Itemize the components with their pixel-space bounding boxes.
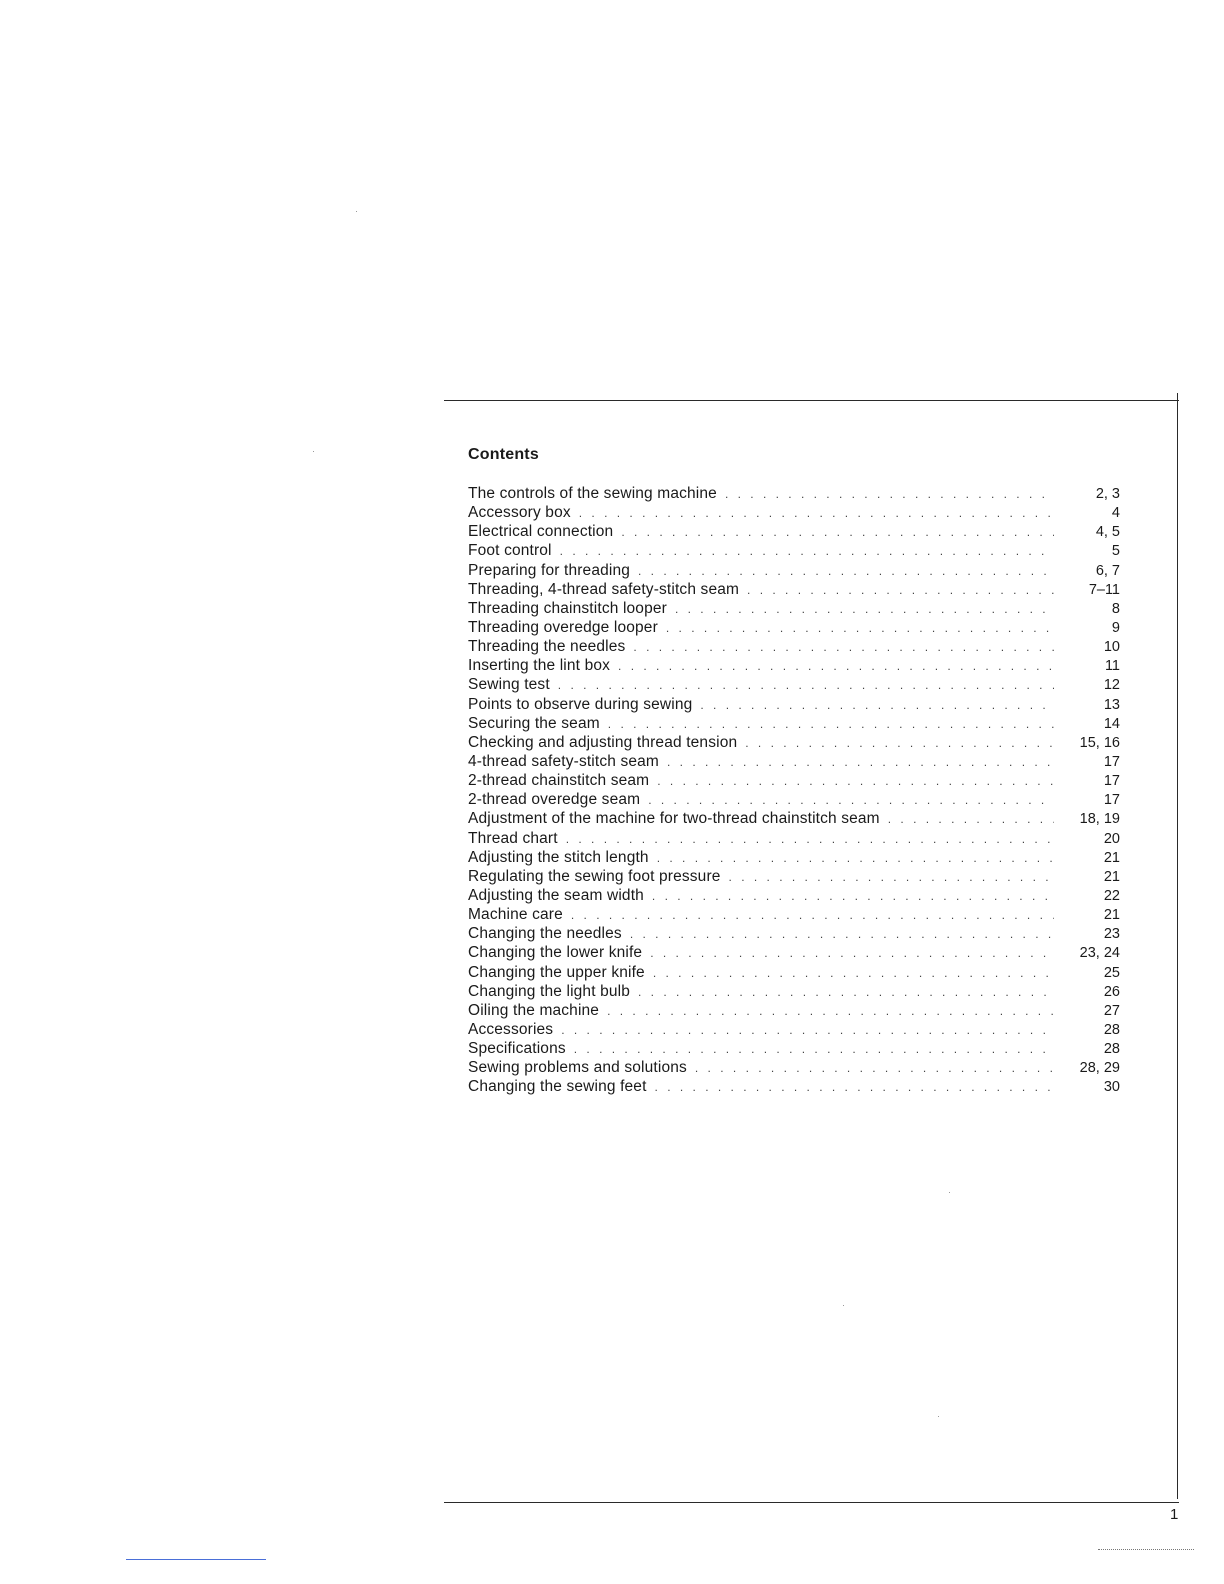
toc-entry-page: 5 [1111, 543, 1120, 560]
toc-entry [468, 714, 1120, 733]
toc-entry-label: Thread chart [468, 829, 558, 847]
toc-leader-dots [745, 734, 1054, 753]
toc-entry [468, 599, 1120, 618]
toc-entry-page: 10 [1103, 639, 1120, 656]
toc-entry-page: 4 [1111, 505, 1120, 522]
toc-entry-page: 17 [1103, 792, 1120, 809]
toc-entry-page: 23 [1103, 926, 1120, 943]
frame-top-rule [444, 400, 1179, 401]
toc-entry [468, 1039, 1120, 1058]
toc-leader-dots [695, 1059, 1054, 1078]
toc-entry-label: The controls of the sewing machine [468, 485, 717, 502]
toc-entry-page: 2, 3 [1095, 486, 1120, 502]
toc-entry-page: 8 [1111, 600, 1120, 617]
toc-entry-label: Adjusting the seam width [468, 886, 644, 904]
toc-entry [468, 522, 1120, 541]
toc-entry-page: 28, 29 [1079, 1060, 1120, 1077]
toc-entry [468, 503, 1120, 522]
toc-leader-dots [667, 753, 1054, 772]
toc-entry-label: Checking and adjusting thread tension [468, 733, 738, 751]
toc-leader-dots [571, 906, 1054, 925]
toc-entry-page: 21 [1103, 849, 1120, 866]
toc-leader-dots [574, 1040, 1054, 1059]
toc-leader-dots [558, 676, 1054, 695]
toc-leader-dots [579, 504, 1054, 523]
toc-entry [468, 867, 1120, 886]
toc-entry-page: 14 [1103, 715, 1120, 732]
toc-entry [468, 829, 1120, 848]
toc-leader-dots [653, 964, 1054, 983]
scan-speck [843, 1305, 844, 1306]
toc-leader-dots [561, 1021, 1054, 1040]
toc-entry-page: 28 [1103, 1021, 1120, 1038]
toc-entry-page: 4, 5 [1095, 524, 1120, 541]
toc-entry-label: Accessory box [468, 504, 571, 522]
toc-entry-page: 21 [1103, 907, 1120, 924]
toc-entry-page: 22 [1103, 887, 1120, 904]
toc-leader-dots [630, 925, 1054, 944]
contents-heading: Contents [468, 446, 539, 463]
toc-entry-label: Electrical connection [468, 523, 614, 541]
toc-entry [468, 924, 1120, 943]
toc-entry [468, 982, 1120, 1001]
toc-entry-label: Oiling the machine [468, 1001, 600, 1019]
toc-entry-label: Changing the light bulb [468, 982, 631, 1000]
toc-leader-dots [648, 791, 1054, 810]
toc-entry-page: 26 [1103, 983, 1120, 1000]
toc-leader-dots [618, 657, 1054, 676]
blue-rule [126, 1559, 266, 1560]
toc-entry [468, 752, 1120, 771]
toc-entry [468, 1001, 1120, 1020]
toc-entry [468, 580, 1120, 599]
toc-entry-page: 18, 19 [1079, 811, 1120, 828]
toc-entry [468, 905, 1120, 924]
toc-leader-dots [638, 562, 1054, 581]
toc-leader-dots [655, 1078, 1054, 1097]
toc-entry [468, 695, 1120, 714]
toc-entry-page: 30 [1103, 1079, 1120, 1096]
toc-entry [468, 733, 1120, 752]
toc-leader-dots [566, 830, 1054, 849]
toc-entry-label: Adjusting the stitch length [468, 848, 649, 866]
toc-entry-page: 12 [1103, 677, 1120, 694]
toc-leader-dots [607, 1002, 1054, 1021]
page-number: 1 [1170, 1506, 1179, 1523]
toc-entry-label: 2-thread overedge seam [468, 791, 641, 809]
toc-entry-page: 21 [1103, 868, 1120, 885]
toc-entry-page: 28 [1103, 1041, 1120, 1058]
toc-entry-label: Changing the lower knife [468, 944, 643, 962]
toc-entry [468, 618, 1120, 637]
toc-entry-page: 27 [1103, 1002, 1120, 1019]
toc-leader-dots [657, 849, 1054, 868]
toc-leader-dots [700, 696, 1054, 715]
toc-leader-dots [608, 715, 1054, 734]
toc-entry [468, 561, 1120, 580]
toc-entry [468, 484, 1120, 503]
toc-entry-label: Changing the upper knife [468, 963, 645, 981]
toc-entry [468, 637, 1120, 656]
toc-leader-dots [638, 983, 1054, 1002]
toc-entry-page: 13 [1103, 696, 1120, 713]
toc-entry-page: 23, 24 [1079, 945, 1120, 962]
toc-entry-label: Regulating the sewing foot pressure [468, 867, 721, 885]
toc-leader-dots [729, 868, 1054, 887]
toc-entry-page: 17 [1103, 773, 1120, 790]
toc-leader-dots [621, 523, 1054, 542]
toc-entry [468, 886, 1120, 905]
toc-entry [468, 1020, 1120, 1039]
toc-entry-page: 11 [1104, 658, 1120, 675]
toc-entry-page: 17 [1103, 753, 1120, 770]
toc-entry-label: Threading the needles [468, 638, 626, 656]
toc-entry-label: Preparing for threading [468, 561, 630, 579]
toc-entry [468, 848, 1120, 867]
toc-entry-label: Threading overedge looper [468, 618, 658, 636]
toc-entry [468, 771, 1120, 790]
toc-leader-dots [666, 619, 1054, 638]
toc-entry-label: 4-thread safety-stitch seam [468, 752, 659, 770]
scan-speck [949, 1192, 950, 1193]
toc-entry-label: Adjustment of the machine for two-thread chainstitch seam [468, 810, 880, 828]
toc-entry [468, 1077, 1120, 1096]
toc-leader-dots [888, 810, 1054, 829]
toc-entry-label: Changing the sewing feet [468, 1078, 647, 1096]
toc-entry [468, 1058, 1120, 1077]
toc-entry-label: Securing the seam [468, 714, 600, 732]
toc-leader-dots [725, 485, 1054, 504]
toc-leader-dots [657, 772, 1054, 791]
dotted-rule [1098, 1549, 1194, 1550]
toc-entry-label: Threading chainstitch looper [468, 599, 667, 617]
toc-entry-page: 20 [1103, 830, 1120, 847]
toc-entry [468, 809, 1120, 828]
toc-entry-label: Points to observe during sewing [468, 695, 693, 713]
toc-entry-label: Changing the needles [468, 925, 622, 943]
toc-entry [468, 790, 1120, 809]
toc-leader-dots [652, 887, 1054, 906]
toc-entry-label: Machine care [468, 906, 563, 924]
toc-leader-dots [675, 600, 1054, 619]
toc-entry-page: 9 [1111, 619, 1120, 636]
toc-entry-label: Sewing problems and solutions [468, 1059, 687, 1077]
toc-entry-label: 2-thread chainstitch seam [468, 772, 650, 790]
toc-entry-label: Specifications [468, 1040, 566, 1058]
frame-bottom-rule [444, 1502, 1179, 1503]
scan-speck [313, 451, 314, 452]
toc-leader-dots [560, 542, 1054, 561]
toc-entry-page: 7–11 [1088, 581, 1120, 598]
frame-right-rule [1177, 393, 1178, 1499]
scan-speck [356, 211, 357, 212]
toc-leader-dots [633, 638, 1054, 657]
toc-entry-label: Accessories [468, 1020, 554, 1038]
toc-entry-label: Inserting the lint box [468, 657, 611, 675]
toc-entry [468, 656, 1120, 675]
toc-leader-dots [747, 581, 1054, 600]
toc-entry [468, 943, 1120, 962]
toc-entry-label: Sewing test [468, 676, 550, 694]
toc-entry [468, 541, 1120, 560]
scan-speck [938, 1416, 939, 1417]
toc-entry-page: 25 [1103, 964, 1120, 981]
toc-entry-label: Threading, 4-thread safety-stitch seam [468, 580, 740, 598]
toc-entry-page: 15, 16 [1079, 734, 1120, 751]
toc-entry [468, 963, 1120, 982]
toc-entry-label: Foot control [468, 542, 552, 560]
table-of-contents [468, 484, 1120, 1097]
toc-entry-page: 6, 7 [1095, 562, 1120, 579]
toc-leader-dots [650, 944, 1054, 963]
toc-entry [468, 675, 1120, 694]
